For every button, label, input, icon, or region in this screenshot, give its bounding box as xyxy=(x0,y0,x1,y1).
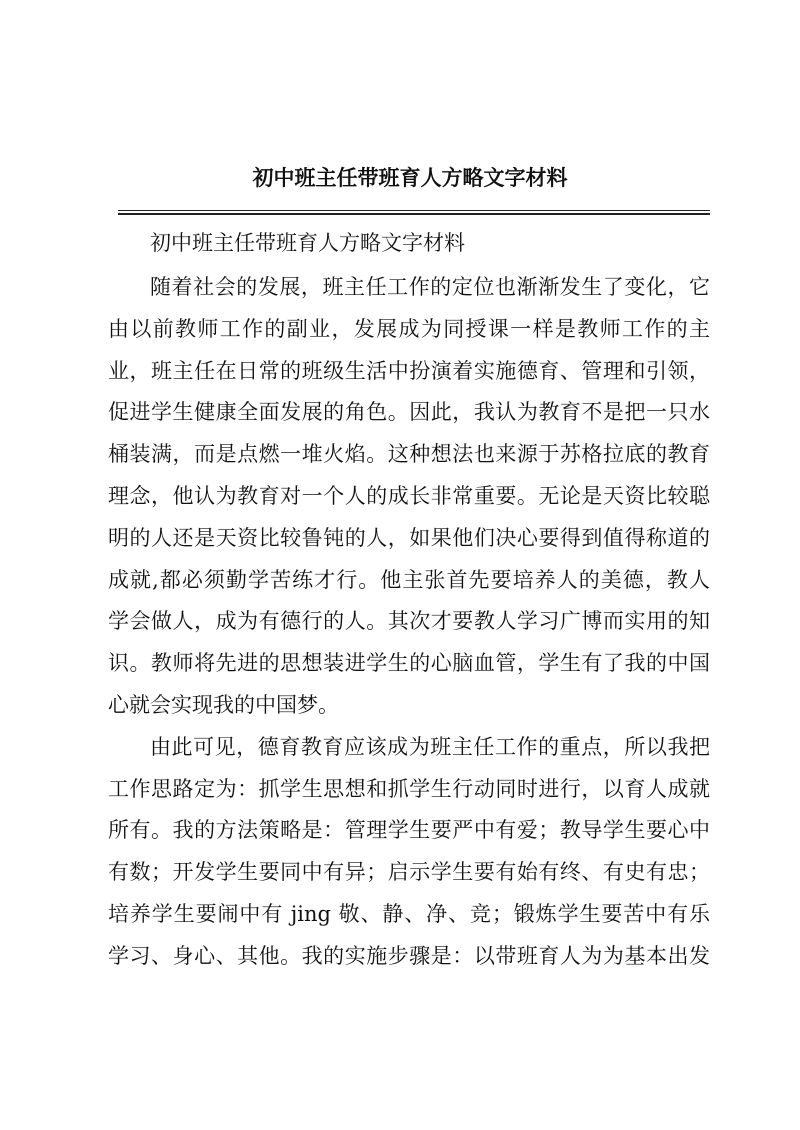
text-line: 理念，他认为教育对一个人的成长非常重要。无论是天资比较聪 xyxy=(108,483,710,508)
text-line: 所有。我的方法策略是：管理学生要严中有爱；教导学生要心中 xyxy=(108,818,710,843)
text-line: 工作思路定为：抓学生思想和抓学生行动同时进行，以育人成就 xyxy=(108,776,710,801)
title-rule-thin xyxy=(118,210,710,211)
text-line: 由此可见，德育教育应该成为班主任工作的重点，所以我把 xyxy=(150,734,710,759)
document-title: 初中班主任带班育人方略文字材料 xyxy=(252,165,568,190)
text-line: 学习、身心、其他。我的实施步骤是：以带班育人为为基本出发 xyxy=(108,943,710,968)
text-line: 随着社会的发展，班主任工作的定位也渐渐发生了变化，它 xyxy=(150,275,710,299)
text-line: 有数；开发学生要同中有异；启示学生要有始有终、有史有忠； xyxy=(108,860,710,885)
text-line: 桶装满，而是点燃一堆火焰。这种想法也来源于苏格拉底的教育 xyxy=(108,442,710,467)
text-line: 学会做人，成为有德行的人。其次才要教人学习广博而实用的知 xyxy=(108,609,710,634)
text-line: 业，班主任在日常的班级生活中扮演着实施德育、管理和引领， xyxy=(108,358,710,383)
text-line: 识。教师将先进的思想装进学生的心脑血管，学生有了我的中国 xyxy=(108,651,710,676)
paragraph-development xyxy=(108,267,710,727)
text-line: 初中班主任带班育人方略文字材料 xyxy=(150,231,465,255)
paragraph-strategy xyxy=(108,727,710,978)
body-text xyxy=(108,267,710,978)
title-rule-thick xyxy=(118,213,710,215)
intro-paragraph xyxy=(108,223,710,265)
text-line: 成就,都必须勤学苦练才行。他主张首先要培养人的美德，教人 xyxy=(108,567,710,592)
text-line: 促进学生健康全面发展的角色。因此，我认为教育不是把一只水 xyxy=(108,400,710,425)
text-line: 由以前教师工作的副业，发展成为同授课一样是教师工作的主 xyxy=(108,316,710,341)
text-line: 明的人还是天资比较鲁钝的人，如果他们决心要得到值得称道的 xyxy=(108,525,710,550)
text-line: 培养学生要闹中有 jing 敬、静、净、竞；锻炼学生要苦中有乐 xyxy=(108,901,710,926)
text-line: 心就会实现我的中国梦。 xyxy=(108,692,339,717)
